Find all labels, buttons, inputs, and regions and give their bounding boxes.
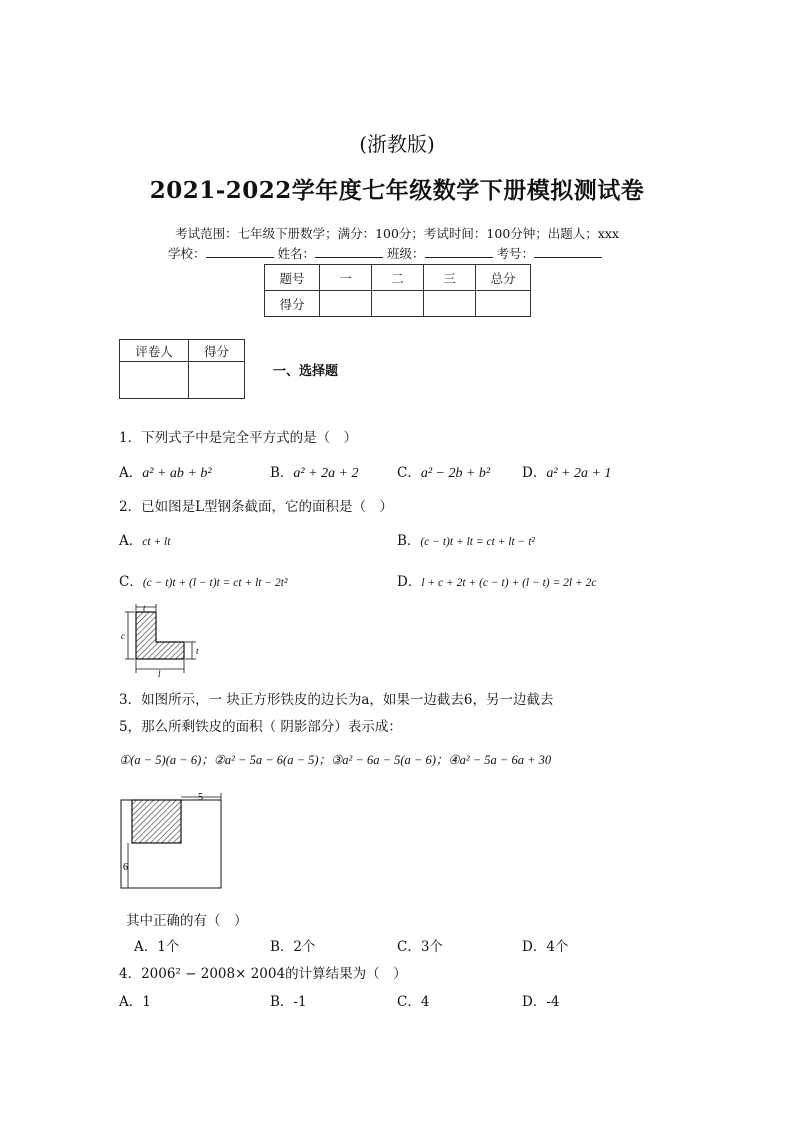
option-label: C． [397,465,421,481]
score-table [264,264,531,317]
q1-option-a [119,461,212,482]
school-label: 学校： [168,246,206,261]
option-label: C． [397,939,421,955]
q2-option-c [119,570,287,590]
option-label: A． [134,939,158,955]
score-header: 题号 [265,265,320,291]
q4-option-b [270,990,307,1010]
q3-stem-line1: 3．如图所示，一 块正方形铁皮的边长为a，如果一边截去6，另一边截去 [119,692,554,708]
label-t-right: t [196,646,199,656]
section-title: 一、选择题 [273,364,339,379]
q1-option-c [397,461,490,482]
score-cell [320,291,372,317]
class-label: 班级： [387,246,425,261]
q2-stem: 2．已如图是L型钢条截面，它的面积是（ ） [119,499,394,515]
option-label: A． [119,533,143,549]
page-title: 2021-2022学年度七年级数学下册模拟测试卷 [149,177,645,204]
q3-option-d [522,935,568,955]
q3-option-c [397,935,443,955]
grader-cell [189,362,245,399]
score-header: 总分 [476,265,531,291]
option-math: (c − t)t + lt = ct + lt − t² [420,536,535,548]
option-math: ct + lt [142,536,171,548]
option-label: B． [270,465,294,481]
q3-stem-line2: 5，那么所剩铁皮的面积（ 阴影部分）表示成： [119,719,402,735]
shaded-region [132,800,181,843]
label-six: 6 [123,862,128,873]
grader-header: 评卷人 [120,340,189,362]
q4-option-c [397,990,429,1010]
q2-option-a [119,529,170,549]
edition-label: (浙教版) [359,132,435,156]
option-math: a² + 2a + 2 [293,466,359,481]
label-five: 5 [198,792,203,803]
square-sheet-figure [118,790,228,892]
grader-table [119,339,245,399]
option-label: B． [397,533,421,549]
score-row-label: 得分 [265,291,320,317]
score-cell [372,291,424,317]
label-t-top: t [143,603,146,613]
option-label: D． [522,994,547,1010]
score-header: 三 [424,265,476,291]
q3-expressions: ①(a − 5)(a − 6)；②a² − 5a − 6(a − 5)；③a² − 6a − 5(a − 6)；④a² − 5a − 6a + 30 [119,753,552,767]
q1-option-b [270,461,359,482]
q2-option-d [397,570,596,590]
q4-option-d [522,990,559,1010]
score-cell [424,291,476,317]
option-label: A． [119,465,143,481]
school-blank [206,245,274,258]
option-label: C． [397,994,421,1010]
option-text: 3个 [420,939,443,955]
option-math: (c − t)t + (l − t)t = ct + lt − 2t² [142,577,288,589]
option-math: a² + ab + b² [142,466,212,481]
score-header: 二 [372,265,424,291]
option-text: -4 [546,994,560,1010]
option-text: 2个 [293,939,316,955]
class-blank [425,245,493,258]
q4-option-a [119,990,151,1010]
name-label: 姓名： [277,246,316,261]
option-label: D． [397,574,422,590]
option-text: 4 [420,994,430,1010]
option-math: l + c + 2t + (c − t) + (l − t) = 2l + 2c [421,577,597,589]
option-math: a² + 2a + 1 [546,466,612,481]
score-cell [476,291,531,317]
option-label: D． [522,939,547,955]
q4-stem: 4．2006² − 2008× 2004的计算结果为（ ） [119,966,407,982]
grader-cell [120,362,189,399]
l-beam-figure [118,603,210,679]
q1-option-d [522,461,611,482]
q3-option-a [134,935,179,955]
exam-no-blank [534,245,602,258]
q3-option-b [270,935,316,955]
option-math: a² − 2b + b² [420,466,491,481]
option-text: 4个 [546,939,569,955]
option-text: 1 [142,994,151,1010]
q3-question: 其中正确的有（ ） [126,913,248,929]
label-l: l [158,669,161,679]
student-fields [168,244,602,262]
option-label: B． [270,994,294,1010]
grader-header: 得分 [189,340,245,362]
exam-no-label: 考号： [496,246,535,261]
l-shape [136,612,184,659]
score-header: 一 [320,265,372,291]
q2-option-b [397,529,535,549]
option-label: D． [522,465,547,481]
option-text: -1 [293,994,307,1010]
option-label: B． [270,939,294,955]
option-label: C． [119,574,143,590]
option-label: A． [119,994,143,1010]
name-blank [315,245,383,258]
label-c: c [121,631,125,641]
exam-info: 考试范围：七年级下册数学；满分：100分；考试时间：100分钟；出题人；xxx [175,226,619,241]
option-text: 1个 [157,939,180,955]
q1-stem: 1．下列式子中是完全平方式的是（ ） [119,430,358,446]
